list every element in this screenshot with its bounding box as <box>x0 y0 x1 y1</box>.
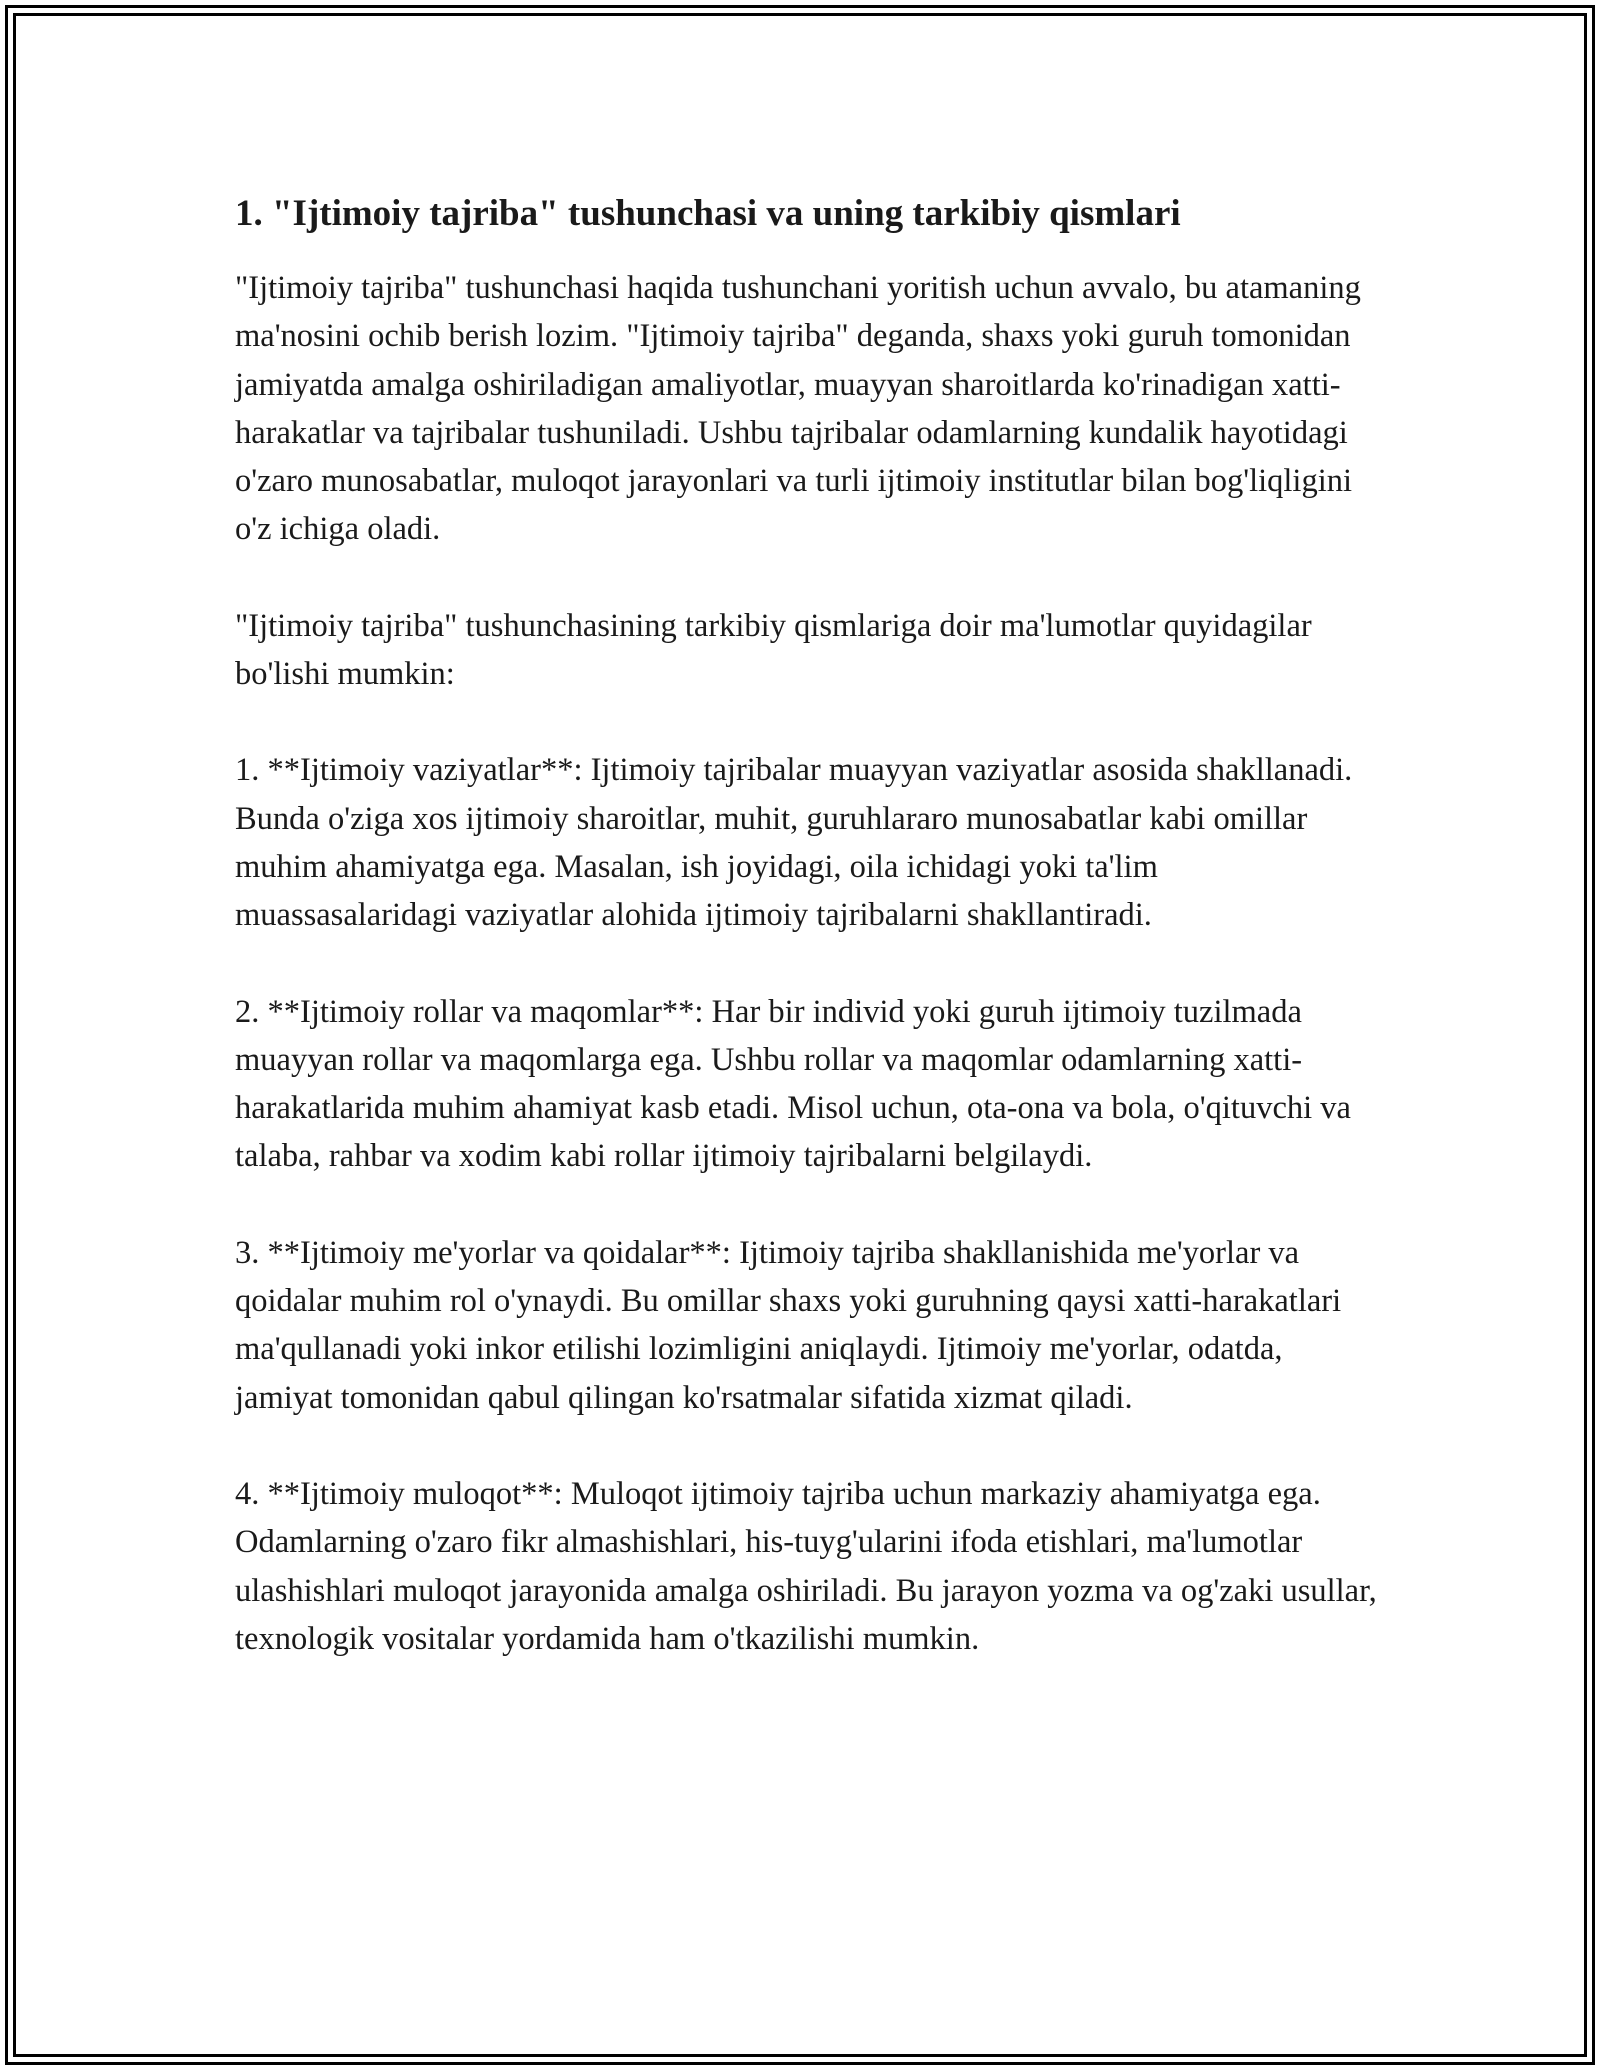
components-intro-paragraph: "Ijtimoiy tajriba" tushunchasining tarkibiy qismlariga doir ma'lumotlar quyidagilar bo'lishi mumkin: <box>235 607 1312 693</box>
list-item-social-communication: 4. **Ijtimoiy muloqot**: Muloqot ijtimoiy tajriba uchun markaziy ahamiyatga ega. Odamlarning o'zaro fikr almashishlari, his-tuyg'ularini ifoda etishlari, ma'lumotlar ulashishlari muloqot jarayonida amalga oshiriladi. Bu jarayon yozma va og'zaki usullar, texnologik vositalar yordamida ham o'tkazilishi mumkin. <box>235 1475 1377 1657</box>
list-item-social-roles: 2. **Ijtimoiy rollar va maqomlar**: Har bir individ yoki guruh ijtimoiy tuzilmada muayyan rollar va maqomlarga ega. Ushbu rollar va maqomlar odamlarning xatti-harakatlarida muhim ahamiyat kasb etadi. Misol uchun, ota-ona va bola, o'qituvchi va talaba, rahbar va xodim kabi rollar ijtimoiy tajribalarni belgilaydi. <box>235 993 1351 1175</box>
list-item-social-situations: 1. **Ijtimoiy vaziyatlar**: Ijtimoiy tajribalar muayyan vaziyatlar asosida shakllanadi. Bunda o'ziga xos ijtimoiy sharoitlar, muhit, guruhlararo munosabatlar kabi omillar muhim ahamiyatga ega. Masalan, ish joyidagi, oila ichidagi yoki ta'lim muassasalaridagi vaziyatlar alohida ijtimoiy tajribalarni shakllantiradi. <box>235 752 1353 934</box>
list-item-social-norms: 3. **Ijtimoiy me'yorlar va qoidalar**: Ijtimoiy tajriba shakllanishida me'yorlar va qoidalar muhim rol o'ynaydi. Bu omillar shaxs yoki guruhning qaysi xatti-harakatlari ma'qullanadi yoki inkor etilishi lozimligini aniqlaydi. Ijtimoiy me'yorlar, odatda, jamiyat tomonidan qabul qilingan ko'rsatmalar sifatida xizmat qiladi. <box>235 1234 1342 1416</box>
section-heading: 1. "Ijtimoiy tajriba" tushunchasi va uning tarkibiy qismlari <box>235 193 1181 234</box>
intro-paragraph: "Ijtimoiy tajriba" tushunchasi haqida tushunchani yoritish uchun avvalo, bu atamaning ma'nosini ochib berish lozim. "Ijtimoiy tajriba" deganda, shaxs yoki guruh tomonidan jamiyatda amalga oshiriladigan amaliyotlar, muayyan sharoitlarda ko'rinadigan xatti-harakatlar va tajribalar tushuniladi. Ushbu tajribalar odamlarning kundalik hayotidagi o'zaro munosabatlar, muloqot jarayonlari va turli ijtimoiy institutlar bilan bog'liqligini o'z ichiga oladi. <box>235 270 1361 548</box>
document-body <box>235 186 1380 1711</box>
